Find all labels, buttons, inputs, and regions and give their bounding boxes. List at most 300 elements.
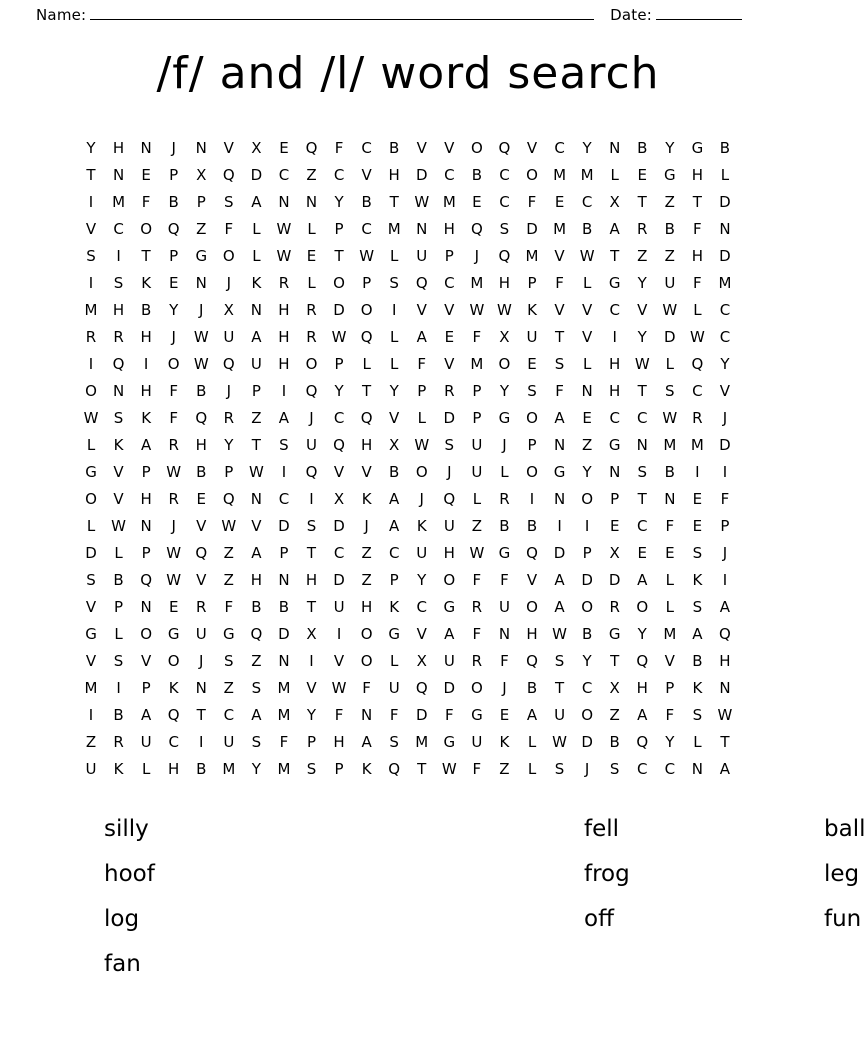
grid-cell: I (722, 571, 728, 589)
grid-cell: Y (637, 328, 647, 346)
grid-cell: P (417, 382, 427, 400)
grid-cell: X (416, 652, 427, 670)
grid-cell: Z (223, 571, 234, 589)
grid-cell: L (720, 166, 730, 184)
grid-cell: D (278, 625, 290, 643)
grid-cell: Y (306, 706, 317, 724)
grid-cell: D (553, 544, 566, 562)
grid-cell: D (719, 193, 731, 211)
grid-cell: W (193, 355, 209, 373)
grid-cell: M (580, 166, 594, 184)
grid-cell: E (168, 598, 179, 616)
grid-row (79, 594, 737, 621)
grid-cell: J (722, 409, 728, 427)
grid-cell: C (416, 598, 427, 616)
grid-cell: H (388, 166, 400, 184)
grid-cell: V (444, 355, 455, 373)
grid-cell: W (331, 328, 347, 346)
grid-cell: K (113, 436, 124, 454)
grid-cell: A (251, 706, 262, 724)
grid-cell: K (389, 598, 400, 616)
grid-cell: T (141, 247, 151, 265)
grid-cell: B (581, 220, 593, 238)
grid-cell: P (527, 274, 537, 292)
grid-cell: L (665, 571, 674, 589)
grid-cell: V (664, 652, 675, 670)
grid-cell: B (637, 139, 648, 157)
grid-cell: Q (305, 463, 318, 481)
grid-cell: S (279, 436, 289, 454)
grid-cell: N (719, 679, 731, 697)
grid-cell: B (113, 571, 124, 589)
grid-cell: K (499, 733, 510, 751)
grid-cell: V (389, 409, 400, 427)
grid-cell: S (637, 463, 648, 481)
grid-cell: B (526, 517, 538, 535)
grid-cell: N (140, 139, 152, 157)
grid-cell: B (196, 760, 207, 778)
word-list-item: off (584, 906, 614, 932)
grid-cell: W (276, 220, 292, 238)
grid-cell: B (664, 220, 675, 238)
grid-cell: N (278, 193, 290, 211)
grid-cell: F (720, 490, 730, 508)
grid-cell: S (251, 733, 262, 751)
grid-cell: Y (251, 760, 261, 778)
grid-cell: L (252, 220, 261, 238)
grid-cell: J (199, 652, 204, 670)
grid-cell: S (692, 544, 703, 562)
grid-cell: N (498, 625, 511, 643)
grid-cell: R (223, 409, 235, 427)
grid-cell: U (554, 706, 566, 724)
grid-cell: O (443, 571, 456, 589)
grid-row (79, 351, 737, 378)
grid-cell: I (391, 301, 397, 319)
grid-cell: K (141, 409, 152, 427)
grid-cell: N (140, 517, 152, 535)
grid-cell: Y (582, 139, 592, 157)
grid-cell: D (719, 436, 731, 454)
grid-cell: F (334, 706, 344, 724)
grid-cell: V (113, 463, 124, 481)
grid-cell: L (665, 355, 674, 373)
grid-cell: Q (222, 490, 235, 508)
grid-cell: P (665, 679, 675, 697)
grid-cell: A (526, 706, 538, 724)
grid-cell: N (553, 490, 566, 508)
grid-cell: N (361, 706, 373, 724)
grid-cell: O (360, 301, 373, 319)
grid-cell: X (196, 166, 207, 184)
grid-cell: C (609, 409, 620, 427)
grid-cell: C (692, 382, 703, 400)
grid-cell: C (168, 733, 179, 751)
grid-cell: V (306, 679, 317, 697)
grid-cell: Y (720, 355, 730, 373)
grid-cell: V (581, 328, 593, 346)
grid-cell: F (500, 652, 509, 670)
grid-cell: P (279, 544, 289, 562)
grid-cell: O (470, 679, 483, 697)
grid-cell: E (279, 139, 289, 157)
grid-cell: U (471, 733, 483, 751)
grid-cell: H (691, 247, 704, 265)
grid-cell: W (166, 463, 182, 481)
grid-cell: J (171, 328, 176, 346)
grid-cell: F (141, 193, 151, 211)
grid-cell: K (692, 571, 703, 589)
grid-cell: E (637, 166, 647, 184)
grid-cell: V (444, 301, 455, 319)
grid-cell: C (637, 760, 648, 778)
grid-cell: U (443, 652, 455, 670)
grid-cell: O (360, 652, 373, 670)
grid-cell: U (250, 355, 262, 373)
grid-cell: S (554, 652, 565, 670)
grid-cell: Y (334, 193, 344, 211)
grid-cell: O (140, 625, 153, 643)
grid-row (79, 297, 737, 324)
grid-cell: B (719, 139, 731, 157)
grid-cell: J (502, 436, 507, 454)
grid-cell: Q (415, 274, 428, 292)
grid-cell: I (309, 652, 314, 670)
grid-cell: D (719, 247, 731, 265)
grid-cell: A (278, 409, 290, 427)
grid-cell: P (169, 247, 179, 265)
grid-cell: Y (582, 652, 592, 670)
grid-cell: K (251, 274, 262, 292)
grid-cell: W (166, 544, 182, 562)
grid-cell: R (278, 274, 290, 292)
grid-cell: A (554, 571, 565, 589)
grid-row (79, 486, 737, 513)
grid-cell: S (113, 274, 124, 292)
grid-cell: K (168, 679, 179, 697)
grid-cell: H (609, 382, 621, 400)
grid-cell: F (362, 679, 371, 697)
grid-cell: X (389, 436, 400, 454)
grid-cell: F (472, 625, 482, 643)
grid-cell: W (441, 760, 457, 778)
page-title: /f/ and /l/ word search (156, 48, 660, 99)
grid-cell: E (527, 355, 537, 373)
grid-cell: L (307, 220, 316, 238)
grid-cell: Q (222, 166, 235, 184)
grid-cell: T (86, 166, 96, 184)
grid-cell: Y (169, 301, 179, 319)
grid-cell: V (85, 220, 97, 238)
grid-cell: Z (85, 733, 97, 751)
grid-row (79, 216, 737, 243)
grid-cell: A (251, 193, 262, 211)
grid-cell: E (637, 544, 647, 562)
grid-row (79, 648, 737, 675)
grid-cell: V (719, 382, 731, 400)
grid-cell: X (306, 625, 317, 643)
grid-cell: D (333, 301, 345, 319)
grid-cell: Y (224, 436, 234, 454)
date-input-line[interactable] (656, 9, 742, 20)
grid-row (79, 540, 737, 567)
grid-cell: G (167, 625, 180, 643)
grid-cell: B (389, 463, 400, 481)
grid-cell: T (417, 760, 427, 778)
grid-cell: B (140, 301, 152, 319)
grid-cell: H (305, 571, 318, 589)
grid-row (79, 675, 737, 702)
grid-cell: T (637, 490, 647, 508)
grid-cell: Q (250, 625, 263, 643)
grid-cell: C (499, 193, 510, 211)
grid-row (79, 432, 737, 459)
grid-cell: T (251, 436, 261, 454)
grid-cell: O (526, 409, 538, 427)
grid-cell: L (114, 625, 123, 643)
grid-cell: M (663, 625, 677, 643)
grid-cell: V (333, 463, 345, 481)
grid-cell: L (693, 301, 702, 319)
word-list-item: hoof (104, 861, 155, 887)
grid-cell: Z (664, 193, 675, 211)
grid-cell: A (719, 598, 731, 616)
grid-cell: U (471, 463, 483, 481)
grid-cell: H (250, 571, 263, 589)
grid-cell: S (86, 247, 96, 265)
grid-cell: R (471, 652, 483, 670)
grid-cell: D (278, 517, 290, 535)
grid-cell: F (169, 409, 178, 427)
grid-cell: H (140, 382, 152, 400)
grid-row (79, 162, 737, 189)
grid-cell: T (334, 247, 344, 265)
grid-cell: T (610, 652, 620, 670)
grid-row (79, 621, 737, 648)
grid-cell: D (581, 571, 593, 589)
grid-cell: Q (691, 355, 704, 373)
grid-cell: E (196, 490, 206, 508)
grid-cell: B (664, 463, 675, 481)
grid-cell: A (389, 517, 400, 535)
grid-cell: Z (223, 544, 234, 562)
grid-cell: S (306, 517, 317, 535)
grid-cell: E (141, 166, 151, 184)
grid-cell: X (251, 139, 262, 157)
grid-cell: E (472, 193, 482, 211)
grid-cell: C (333, 544, 345, 562)
grid-cell: I (143, 355, 149, 373)
grid-cell: U (416, 247, 428, 265)
grid-cell: G (608, 436, 621, 454)
grid-cell: W (689, 328, 705, 346)
grid-cell: L (252, 247, 261, 265)
grid-cell: R (499, 490, 510, 508)
grid-cell: C (581, 679, 593, 697)
grid-cell: L (500, 463, 509, 481)
grid-cell: M (553, 220, 567, 238)
grid-cell: W (634, 355, 650, 373)
grid-cell: N (609, 463, 621, 481)
grid-cell: P (141, 679, 151, 697)
grid-cell: V (361, 463, 372, 481)
grid-cell: F (334, 139, 344, 157)
grid-cell: Y (389, 382, 399, 400)
grid-cell: O (222, 247, 235, 265)
grid-cell: H (719, 652, 731, 670)
grid-cell: X (609, 679, 620, 697)
name-label: Name: (36, 6, 87, 24)
grid-cell: P (334, 355, 344, 373)
grid-cell: I (529, 490, 535, 508)
grid-cell: M (663, 436, 677, 454)
grid-cell: X (223, 301, 234, 319)
grid-cell: V (113, 490, 124, 508)
grid-cell: A (361, 733, 372, 751)
grid-cell: R (609, 598, 620, 616)
grid-cell: C (664, 760, 676, 778)
grid-cell: I (336, 625, 342, 643)
grid-cell: J (171, 517, 176, 535)
grid-cell: P (306, 733, 317, 751)
grid-cell: O (526, 463, 538, 481)
grid-cell: P (251, 382, 261, 400)
grid-row (79, 135, 737, 162)
word-list-item: fan (104, 951, 141, 977)
grid-cell: Z (223, 679, 234, 697)
grid-cell: S (444, 436, 455, 454)
grid-cell: Z (251, 652, 262, 670)
word-list-item: ball (824, 816, 865, 842)
grid-cell: V (554, 301, 565, 319)
grid-cell: S (609, 760, 620, 778)
grid-cell: N (250, 490, 262, 508)
grid-cell: Y (665, 733, 675, 751)
grid-cell: Q (195, 409, 208, 427)
grid-cell: E (499, 706, 510, 724)
grid-cell: T (554, 328, 565, 346)
grid-cell: Y (86, 139, 96, 157)
grid-cell: Q (636, 652, 649, 670)
grid-cell: R (444, 382, 455, 400)
grid-cell: O (498, 355, 511, 373)
grid-cell: L (362, 355, 371, 373)
grid-cell: H (278, 355, 290, 373)
grid-cell: Z (251, 409, 262, 427)
grid-cell: D (581, 733, 593, 751)
word-list-item: silly (104, 816, 149, 842)
grid-cell: J (502, 679, 507, 697)
grid-cell: L (307, 274, 316, 292)
grid-row (79, 513, 737, 540)
grid-cell: H (168, 760, 180, 778)
grid-cell: Q (526, 652, 538, 670)
grid-cell: Q (140, 571, 153, 589)
grid-cell: R (637, 220, 648, 238)
grid-cell: G (498, 544, 511, 562)
grid-cell: A (140, 706, 152, 724)
grid-cell: K (692, 679, 703, 697)
grid-cell: H (526, 625, 538, 643)
grid-cell: L (86, 436, 96, 454)
grid-cell: Q (305, 139, 318, 157)
grid-cell: F (472, 328, 482, 346)
grid-cell: P (334, 760, 344, 778)
grid-cell: I (88, 355, 94, 373)
grid-cell: S (86, 571, 96, 589)
grid-cell: B (389, 139, 400, 157)
grid-cell: H (360, 598, 373, 616)
grid-cell: N (250, 301, 262, 319)
grid-cell: T (692, 193, 702, 211)
grid-cell: U (195, 625, 207, 643)
grid-cell: V (361, 166, 372, 184)
grid-cell: O (333, 274, 345, 292)
grid-cell: R (306, 301, 317, 319)
grid-cell: Q (636, 733, 649, 751)
grid-cell: I (88, 274, 94, 292)
grid-cell: I (612, 328, 617, 346)
grid-cell: J (309, 409, 314, 427)
grid-cell: N (609, 139, 621, 157)
grid-cell: G (195, 247, 208, 265)
grid-cell: Z (609, 706, 620, 724)
grid-cell: Z (361, 571, 372, 589)
grid-cell: J (584, 760, 590, 778)
grid-cell: F (169, 382, 178, 400)
grid-cell: P (472, 409, 482, 427)
grid-cell: P (720, 517, 730, 535)
grid-cell: G (498, 409, 511, 427)
grid-cell: W (469, 301, 485, 319)
grid-cell: H (195, 436, 207, 454)
grid-cell: U (306, 436, 317, 454)
grid-cell: C (444, 274, 455, 292)
grid-cell: C (637, 409, 648, 427)
grid-cell: U (223, 733, 235, 751)
grid-cell: X (333, 490, 345, 508)
grid-cell: T (720, 733, 730, 751)
grid-cell: X (609, 193, 620, 211)
grid-cell: J (226, 382, 232, 400)
grid-cell: H (636, 679, 648, 697)
grid-cell: V (140, 652, 152, 670)
grid-cell: A (140, 436, 152, 454)
grid-cell: H (498, 274, 511, 292)
name-input-line[interactable] (90, 9, 594, 20)
grid-cell: V (196, 571, 207, 589)
grid-cell: U (498, 598, 510, 616)
grid-cell: K (527, 301, 537, 319)
grid-cell: N (719, 220, 731, 238)
grid-cell: Q (388, 760, 401, 778)
grid-cell: E (665, 544, 675, 562)
grid-cell: N (664, 490, 676, 508)
grid-cell: D (664, 328, 676, 346)
grid-cell: F (665, 517, 675, 535)
grid-cell: F (693, 274, 702, 292)
grid-cell: T (637, 382, 647, 400)
grid-cell: F (500, 571, 509, 589)
grid-cell: U (333, 598, 345, 616)
grid-cell: H (140, 328, 152, 346)
grid-cell: F (472, 571, 482, 589)
grid-cell: Q (415, 679, 428, 697)
grid-cell: U (664, 274, 676, 292)
grid-cell: T (306, 598, 317, 616)
grid-cell: W (331, 679, 347, 697)
grid-cell: Q (443, 490, 456, 508)
